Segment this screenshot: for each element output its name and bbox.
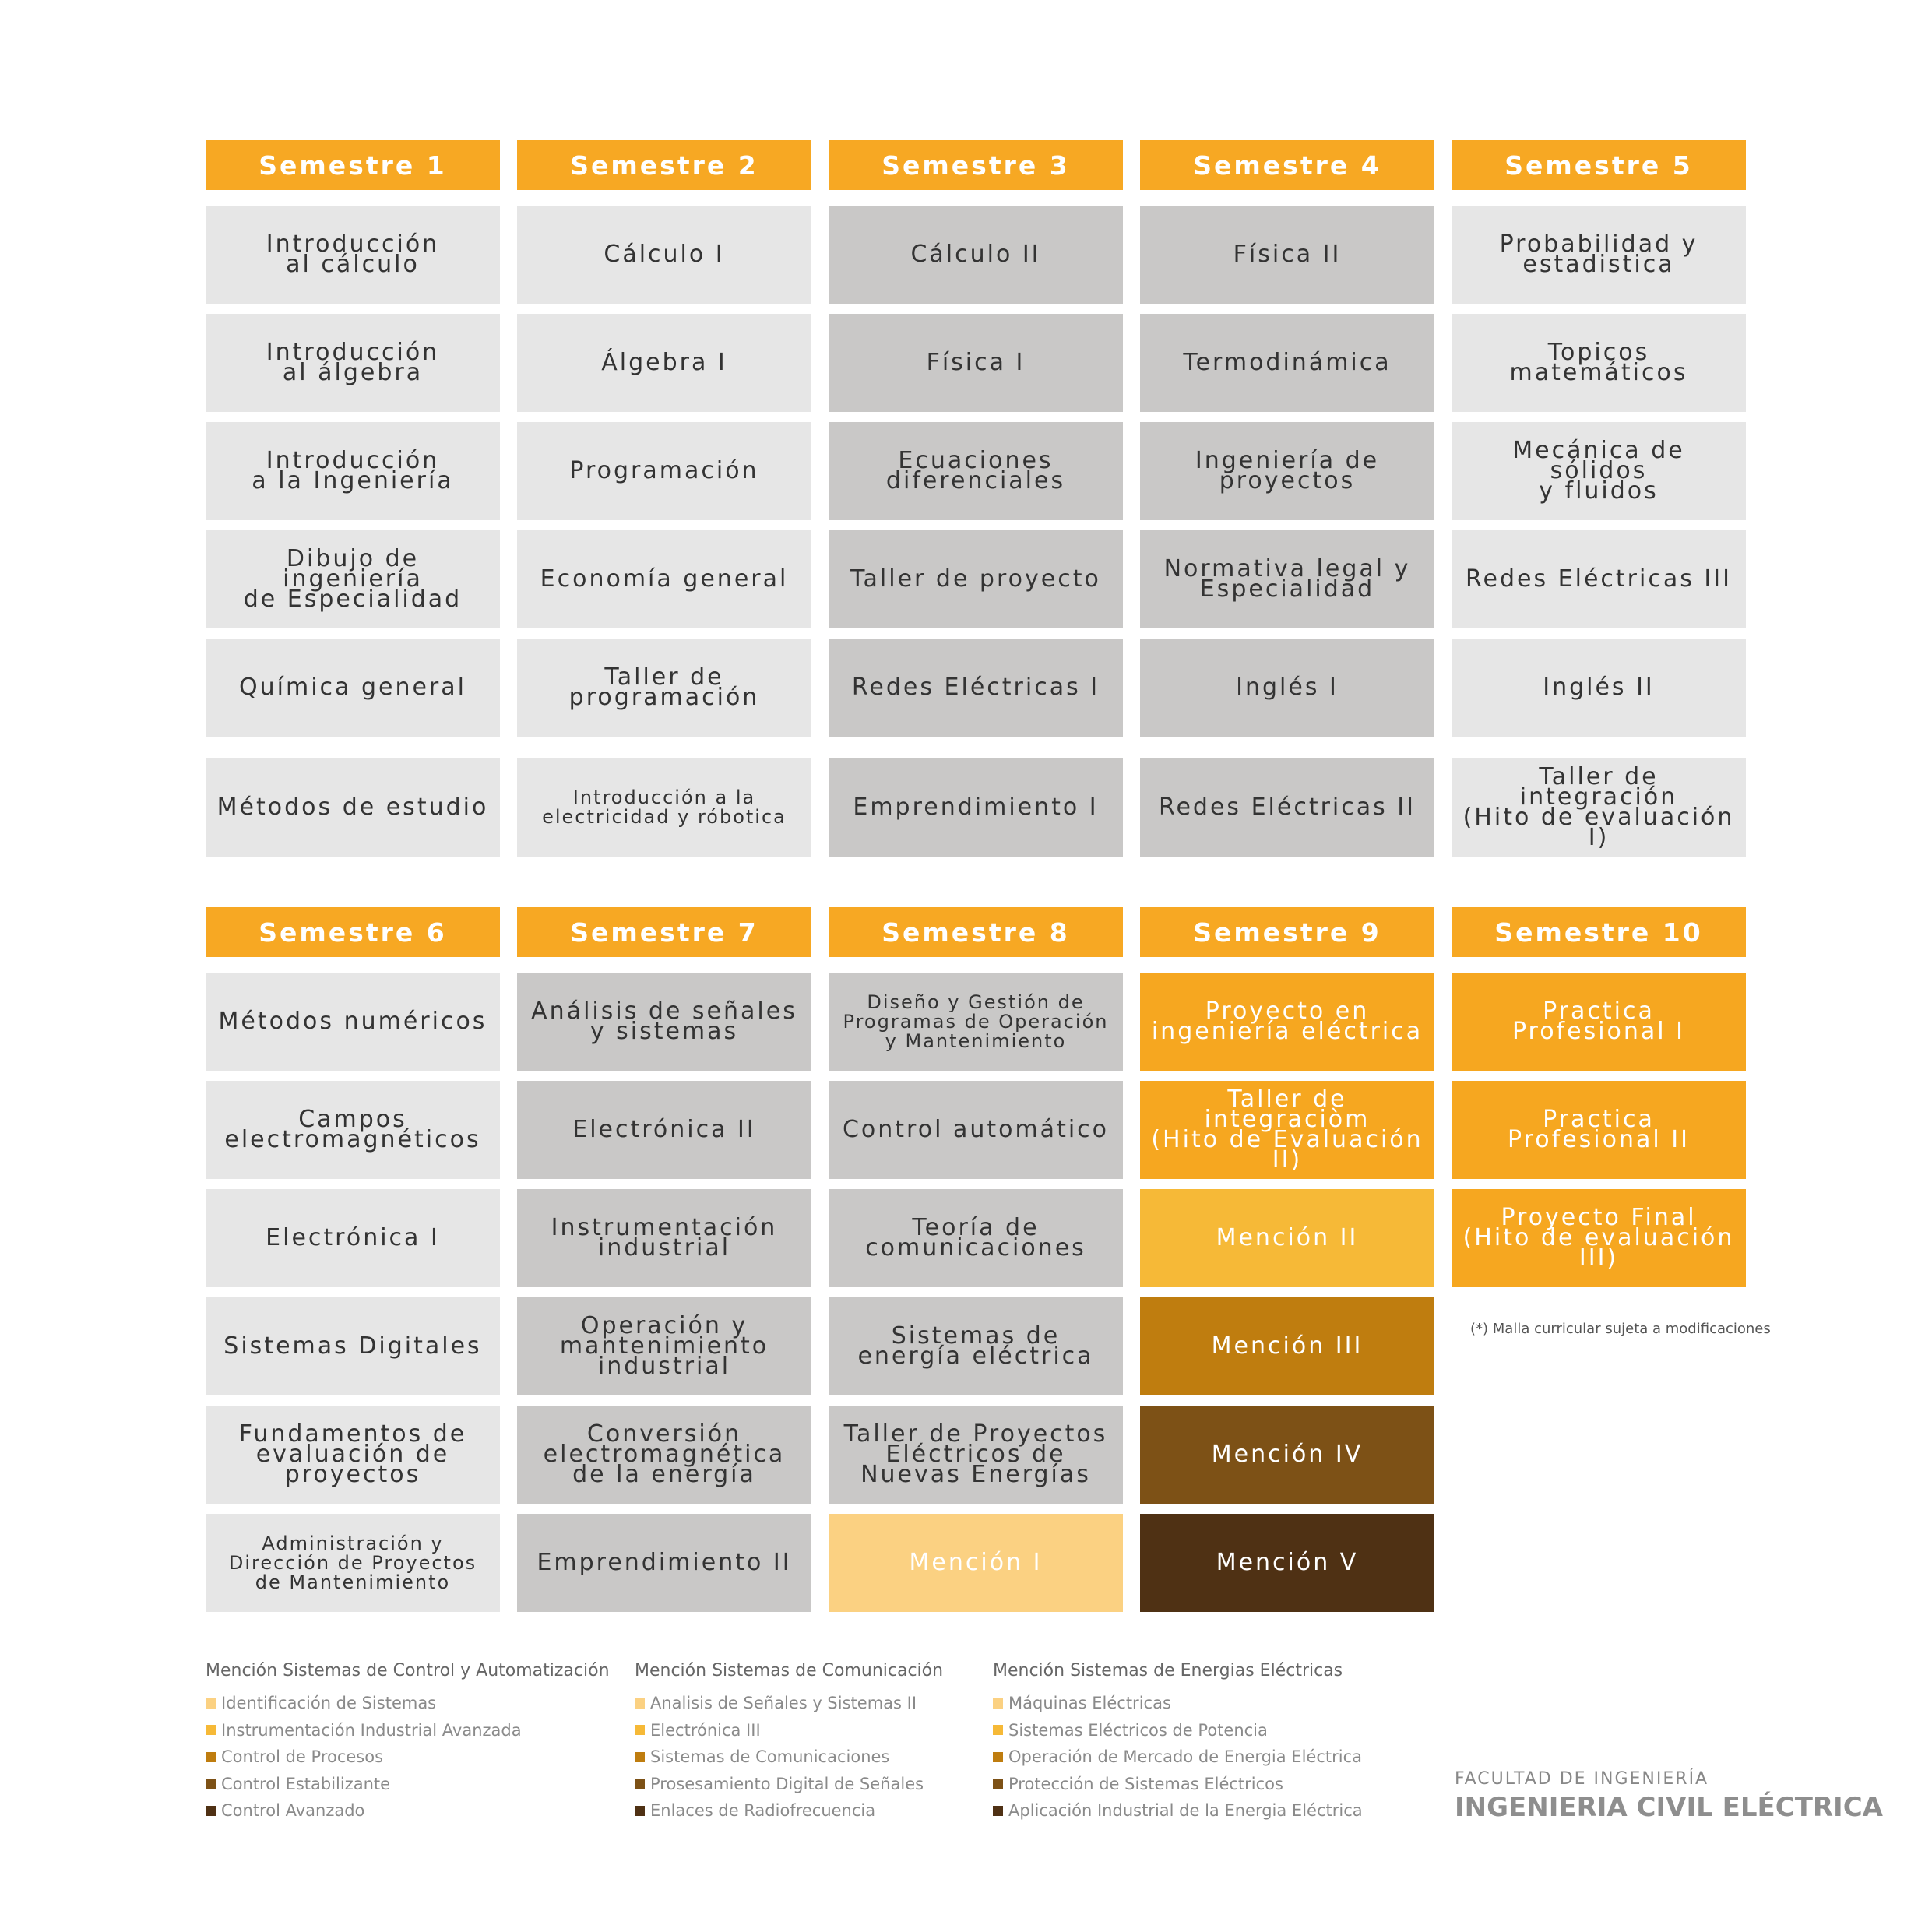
- legend-item-label: Control Avanzado: [221, 1801, 365, 1821]
- curriculum-note: (*) Malla curricular sujeta a modificaciones: [1470, 1321, 1771, 1337]
- legend-item: [635, 1744, 943, 1771]
- course-card: Mención V: [1140, 1514, 1434, 1612]
- course-card: Topicos matemáticos: [1452, 314, 1746, 412]
- legend-item-label: Sistemas de Comunicaciones: [650, 1747, 890, 1767]
- legend-swatch-icon: [993, 1698, 1003, 1709]
- course-card: Análisis de señales y sistemas: [517, 973, 811, 1071]
- semester-column: [517, 907, 811, 1622]
- course-card: Química general: [206, 639, 500, 737]
- legend-swatch-icon: [635, 1725, 645, 1735]
- legend-swatch-icon: [993, 1752, 1003, 1762]
- course-card: Inglés I: [1140, 639, 1434, 737]
- course-card: Operación y mantenimiento industrial: [517, 1297, 811, 1395]
- course-card: Campos electromagnéticos: [206, 1081, 500, 1179]
- course-card: Sistemas de energía eléctrica: [829, 1297, 1123, 1395]
- semester-header: Semestre 9: [1140, 907, 1434, 957]
- semester-block-top: [206, 140, 1746, 867]
- course-card: Programación: [517, 422, 811, 520]
- course-card: Métodos numéricos: [206, 973, 500, 1071]
- course-card: Proyecto Final (Hito de evaluación III): [1452, 1189, 1746, 1287]
- course-card: Administración y Dirección de Proyectos de Mantenimiento: [206, 1514, 500, 1612]
- legend-swatch-icon: [993, 1725, 1003, 1735]
- semester-column: [1140, 140, 1434, 867]
- semester-column: [1452, 907, 1746, 1622]
- legend-item: [993, 1717, 1363, 1744]
- legend-item-label: Analisis de Señales y Sistemas II: [650, 1694, 917, 1713]
- course-card: Taller de integraciòm (Hito de Evaluación II): [1140, 1081, 1434, 1179]
- semester-header: Semestre 1: [206, 140, 500, 190]
- course-card: Mención III: [1140, 1297, 1434, 1395]
- course-card: Cálculo II: [829, 206, 1123, 304]
- legend-item-label: Protección de Sistemas Eléctricos: [1008, 1774, 1283, 1793]
- course-card: Teoría de comunicaciones: [829, 1189, 1123, 1287]
- legend-item-label: Identificación de Sistemas: [221, 1694, 437, 1713]
- legend-swatch-icon: [993, 1806, 1003, 1816]
- legend-item: [206, 1690, 610, 1717]
- course-card: Taller de Proyectos Eléctricos de Nuevas Energías: [829, 1406, 1123, 1504]
- course-card: Cálculo I: [517, 206, 811, 304]
- semester-column: [517, 140, 811, 867]
- legend-item-label: Instrumentación Industrial Avanzada: [221, 1720, 522, 1740]
- course-card: Dibujo de ingeniería de Especialidad: [206, 530, 500, 628]
- course-card: Mención IV: [1140, 1406, 1434, 1504]
- course-card: Física I: [829, 314, 1123, 412]
- course-card: Diseño y Gestión de Programas de Operación y Mantenimiento: [829, 973, 1123, 1071]
- legend-item-label: Control Estabilizante: [221, 1774, 391, 1793]
- course-card: Taller de integración (Hito de evaluación I): [1452, 758, 1746, 857]
- legend-communication: [635, 1661, 943, 1825]
- legend-swatch-icon: [206, 1725, 216, 1735]
- course-card: Termodinámica: [1140, 314, 1434, 412]
- course-card: Redes Eléctricas II: [1140, 758, 1434, 857]
- legend-swatch-icon: [635, 1779, 645, 1789]
- semester-header: Semestre 4: [1140, 140, 1434, 190]
- legend-control: [206, 1661, 610, 1825]
- course-card: Álgebra I: [517, 314, 811, 412]
- faculty-name: FACULTAD DE INGENIERÍA: [1455, 1769, 1709, 1789]
- legend-item: [635, 1771, 943, 1798]
- legend-title: Mención Sistemas de Energias Eléctricas: [993, 1661, 1343, 1680]
- semester-column: [1140, 907, 1434, 1622]
- course-card: Redes Eléctricas III: [1452, 530, 1746, 628]
- course-card: Economía general: [517, 530, 811, 628]
- semester-header: Semestre 8: [829, 907, 1123, 957]
- legend-item: [993, 1690, 1363, 1717]
- course-card: Control automático: [829, 1081, 1123, 1179]
- semester-header: Semestre 10: [1452, 907, 1746, 957]
- course-card: Métodos de estudio: [206, 758, 500, 857]
- semester-header: Semestre 2: [517, 140, 811, 190]
- legend-swatch-icon: [206, 1752, 216, 1762]
- course-card: Taller de programación: [517, 639, 811, 737]
- legend-swatch-icon: [206, 1698, 216, 1709]
- semester-header: Semestre 5: [1452, 140, 1746, 190]
- legend-item: [635, 1717, 943, 1744]
- semester-column: [1452, 140, 1746, 867]
- course-card: Conversión electromagnética de la energía: [517, 1406, 811, 1504]
- legend-title: Mención Sistemas de Control y Automatización: [206, 1661, 610, 1680]
- semester-column: [829, 907, 1123, 1622]
- course-card: Proyecto en ingeniería eléctrica: [1140, 973, 1434, 1071]
- course-card: Introducción a la Ingeniería: [206, 422, 500, 520]
- legend-item-label: Sistemas Eléctricos de Potencia: [1008, 1720, 1268, 1740]
- legend-swatch-icon: [993, 1779, 1003, 1789]
- legend-swatch-icon: [635, 1752, 645, 1762]
- semester-header: Semestre 7: [517, 907, 811, 957]
- course-card: Emprendimiento II: [517, 1514, 811, 1612]
- course-card: Normativa legal y Especialidad: [1140, 530, 1434, 628]
- legend-item-label: Operación de Mercado de Energia Eléctrica: [1008, 1747, 1362, 1767]
- semester-block-bottom: [206, 907, 1746, 1622]
- course-card: Ingeniería de proyectos: [1140, 422, 1434, 520]
- semester-header: Semestre 3: [829, 140, 1123, 190]
- legend-item-label: Prosesamiento Digital de Señales: [650, 1774, 924, 1793]
- legend-item-label: Electrónica III: [650, 1720, 761, 1740]
- course-card: Introducción a la electricidad y róbotica: [517, 758, 811, 857]
- course-card: Practica Profesional II: [1452, 1081, 1746, 1179]
- course-card: Mecánica de sólidos y fluidos: [1452, 422, 1746, 520]
- legend-item: [635, 1690, 943, 1717]
- legend-item: [993, 1744, 1363, 1771]
- semester-column: [206, 140, 500, 867]
- legend-swatch-icon: [206, 1779, 216, 1789]
- course-card: Electrónica II: [517, 1081, 811, 1179]
- course-card: Probabilidad y estadistica: [1452, 206, 1746, 304]
- legend-item-label: Máquinas Eléctricas: [1008, 1694, 1171, 1713]
- course-card: Sistemas Digitales: [206, 1297, 500, 1395]
- legend-energy: [993, 1661, 1363, 1825]
- course-card: Introducción al cálculo: [206, 206, 500, 304]
- legend-item: [206, 1797, 610, 1825]
- course-card: Instrumentación industrial: [517, 1189, 811, 1287]
- course-card: Practica Profesional I: [1452, 973, 1746, 1071]
- course-card: Mención II: [1140, 1189, 1434, 1287]
- semester-header: Semestre 6: [206, 907, 500, 957]
- course-card: Física II: [1140, 206, 1434, 304]
- legend-swatch-icon: [206, 1806, 216, 1816]
- course-card: Taller de proyecto: [829, 530, 1123, 628]
- legend-item-label: Control de Procesos: [221, 1747, 384, 1767]
- legend-item: [206, 1771, 610, 1798]
- legend-item: [206, 1717, 610, 1744]
- course-card: Fundamentos de evaluación de proyectos: [206, 1406, 500, 1504]
- legend-item: [635, 1797, 943, 1825]
- course-card: Ecuaciones diferenciales: [829, 422, 1123, 520]
- semester-column: [829, 140, 1123, 867]
- legend-item: [206, 1744, 610, 1771]
- program-name: INGENIERIA CIVIL ELÉCTRICA: [1455, 1792, 1883, 1823]
- course-card: Inglés II: [1452, 639, 1746, 737]
- faculty-label: [1455, 1769, 1883, 1823]
- legend-item: [993, 1797, 1363, 1825]
- legend-item-label: Aplicación Industrial de la Energia Eléctrica: [1008, 1801, 1363, 1821]
- semester-column: [206, 907, 500, 1622]
- course-card: Electrónica I: [206, 1189, 500, 1287]
- course-card: Introducción al álgebra: [206, 314, 500, 412]
- legend-item: [993, 1771, 1363, 1798]
- course-card: Mención I: [829, 1514, 1123, 1612]
- legend-swatch-icon: [635, 1698, 645, 1709]
- course-card: Emprendimiento I: [829, 758, 1123, 857]
- legend-swatch-icon: [635, 1806, 645, 1816]
- course-card: Redes Eléctricas I: [829, 639, 1123, 737]
- legend-item-label: Enlaces de Radiofrecuencia: [650, 1801, 876, 1821]
- legend-title: Mención Sistemas de Comunicación: [635, 1661, 944, 1680]
